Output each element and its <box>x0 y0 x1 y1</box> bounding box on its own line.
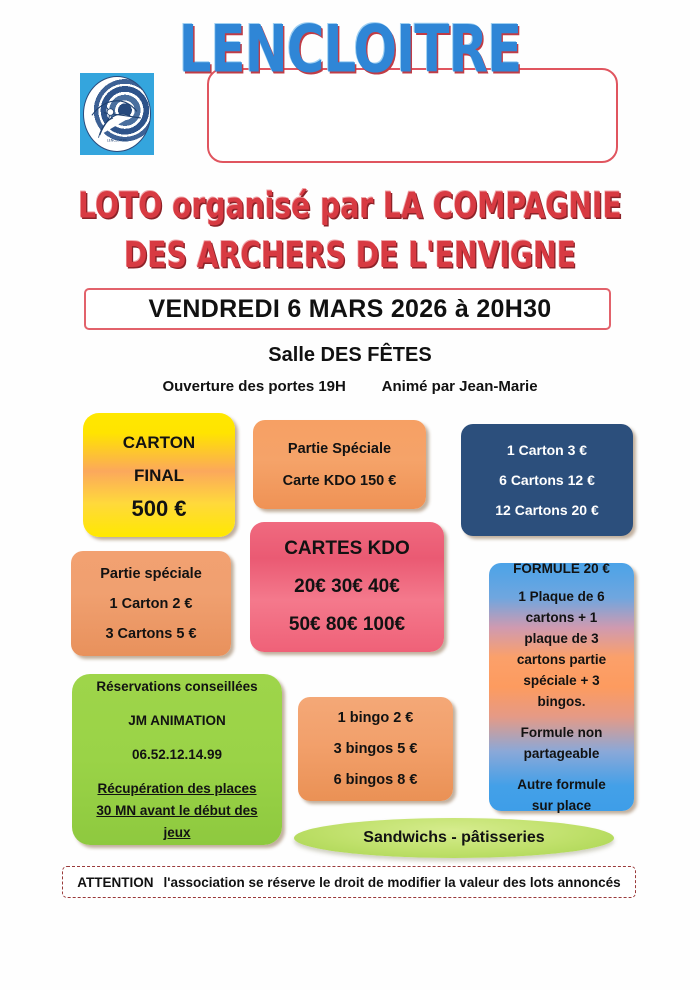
formule-detail-line-6: bingos. <box>537 694 586 709</box>
carton-price-line-2: 6 Cartons 12 € <box>499 472 595 488</box>
doors-opening: Ouverture des portes 19H <box>162 378 346 395</box>
reservations-phone[interactable]: 06.52.12.14.99 <box>131 746 223 762</box>
partie-speciale-heading: Partie spéciale <box>100 565 202 582</box>
subtitle-line-1: LOTO organisé par LA COMPAGNIE <box>78 185 622 227</box>
partie-speciale-line-2: 3 Cartons 5 € <box>105 625 197 642</box>
partie-speciale-line-1: 1 Carton 2 € <box>109 595 193 612</box>
doors-and-host-row <box>0 378 700 395</box>
reservations-heading: Réservations conseillées <box>96 678 258 694</box>
attention-text: l'association se réserve le droit de modifier la valeur des lots annoncés <box>163 874 621 890</box>
event-host: Animé par Jean-Marie <box>381 378 538 395</box>
event-venue: Salle DES FÊTES <box>268 344 432 366</box>
reservations-pickup-line-2: 30 MN avant le début des <box>96 802 258 818</box>
reservations-organizer: JM ANIMATION <box>128 712 226 728</box>
bingo-price-line-3: 6 bingos 8 € <box>333 771 418 788</box>
bingo-price-line-2: 3 bingos 5 € <box>333 740 418 757</box>
formule-note-line-2: partageable <box>523 746 600 761</box>
formule-detail-line-5: spéciale + 3 <box>523 673 600 688</box>
formule-other-line-2: sur place <box>531 798 592 813</box>
reservations-pickup-line-3: jeux <box>163 824 191 840</box>
carton-final-amount: 500 € <box>131 495 187 521</box>
event-date: VENDREDI 6 MARS 2026 à 20H30 <box>148 295 552 323</box>
bingo-price-line-1: 1 bingo 2 € <box>337 709 414 726</box>
formule-detail-line-4: cartons partie <box>516 652 607 667</box>
partie-speciale-kdo-line-2: Carte KDO 150 € <box>282 472 397 489</box>
event-subtitle <box>21 182 679 281</box>
cartes-kdo-heading: CARTES KDO <box>284 538 410 559</box>
formule-note-line-1: Formule non <box>520 725 603 740</box>
formule-other-line-1: Autre formule <box>517 777 606 792</box>
subtitle-line-2: DES ARCHERS DE L'ENVIGNE <box>123 235 577 277</box>
cartes-kdo-line-1: 20€ 30€ 40€ <box>294 576 400 597</box>
formule-detail-line-3: plaque de 3 <box>524 631 599 646</box>
formule-detail-line-1: 1 Plaque de 6 <box>518 589 605 604</box>
formule-heading: FORMULE 20 € <box>513 561 610 576</box>
cartes-kdo-line-2: 50€ 80€ 100€ <box>288 614 406 635</box>
sandwichs-banner <box>294 818 614 858</box>
carton-prices-box <box>461 424 633 536</box>
reservations-pickup-line-1: Récupération des places <box>97 780 257 796</box>
attention-banner <box>62 866 636 898</box>
partie-speciale-box <box>71 551 231 656</box>
svg-text:LENCLOITRE: LENCLOITRE <box>106 138 128 143</box>
partie-speciale-kdo-line-1: Partie Spéciale <box>287 440 392 457</box>
cartes-kdo-box <box>250 522 444 652</box>
bingo-prices-box <box>298 697 453 801</box>
carton-final-line-2: FINAL <box>133 465 185 485</box>
town-title: LENCLOITRE <box>178 13 522 88</box>
archer-silhouette-icon <box>84 77 150 151</box>
reservations-box <box>72 674 282 845</box>
formule-detail-line-2: cartons + 1 <box>525 610 598 625</box>
formule-box <box>489 563 634 811</box>
carton-price-line-3: 12 Cartons 20 € <box>495 502 599 518</box>
carton-final-line-1: CARTON <box>122 432 196 452</box>
attention-keyword: ATTENTION <box>77 874 154 890</box>
sandwichs-label: Sandwichs - pâtisseries <box>363 829 545 846</box>
carton-final-box <box>83 413 235 537</box>
partie-speciale-kdo-box <box>253 420 426 509</box>
carton-price-line-1: 1 Carton 3 € <box>506 442 588 458</box>
